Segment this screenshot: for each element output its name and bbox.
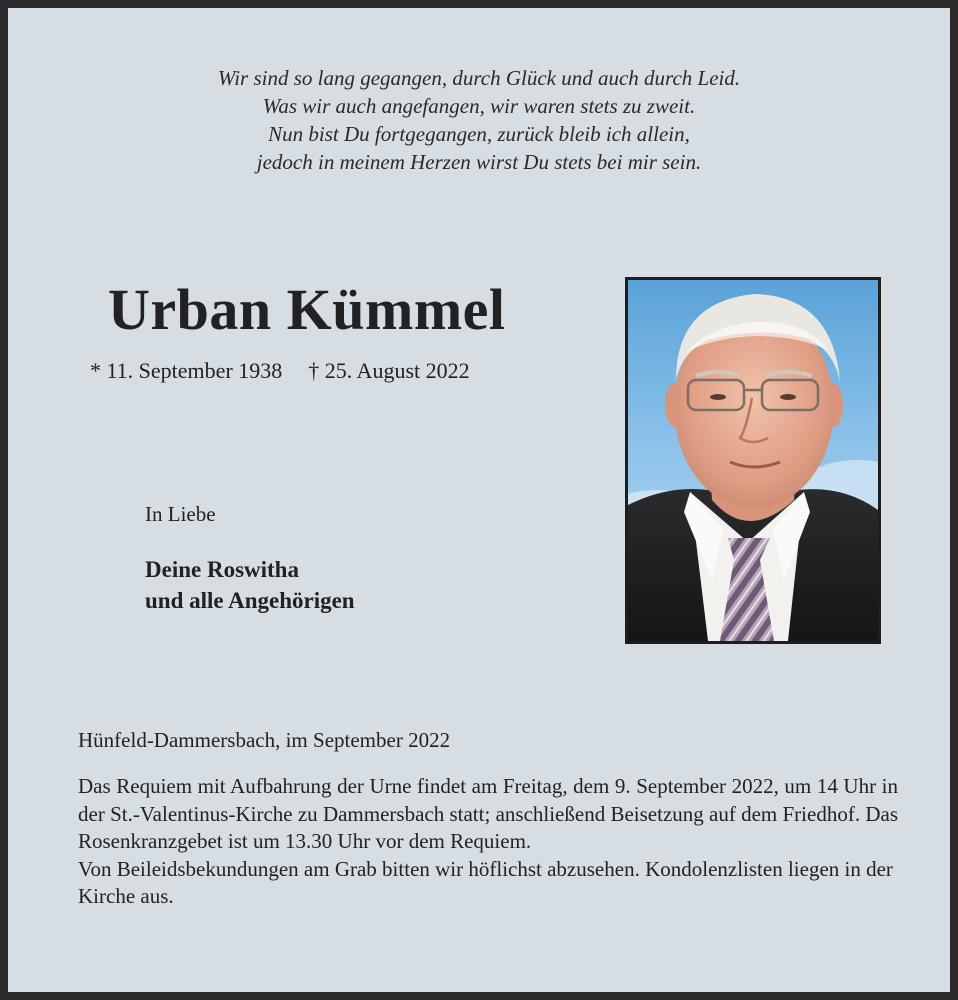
portrait-photo xyxy=(625,277,881,644)
funeral-notice xyxy=(78,773,898,911)
poem-line: jedoch in meinem Herzen wirst Du stets bei mir sein. xyxy=(256,150,702,174)
portrait-image xyxy=(628,280,878,641)
condolence-paragraph: Von Beileidsbekundungen am Grab bitten wir höflichst abzusehen. Kondolenzlisten liegen in der Kirche aus. xyxy=(78,856,893,908)
death-date: † 25. August 2022 xyxy=(308,358,470,383)
place-and-date: Hünfeld-Dammersbach, im September 2022 xyxy=(78,728,451,752)
poem-line: Nun bist Du fortgegangen, zurück bleib ich allein, xyxy=(268,122,690,146)
memorial-poem xyxy=(8,64,950,176)
poem-line: Wir sind so lang gegangen, durch Glück und auch durch Leid. xyxy=(217,66,741,90)
life-dates xyxy=(90,358,470,384)
deceased-name: Urban Kümmel xyxy=(108,277,506,342)
mourners-block xyxy=(145,554,355,616)
mourner-line: Deine Roswitha xyxy=(145,557,299,582)
requiem-paragraph: Das Requiem mit Aufbahrung der Urne findet am Freitag, dem 9. September 2022, um 14 Uhr in der St.-Valentinus-Kirche zu Dammersbach statt; anschließend Beisetzung auf dem Friedhof. Das Rosenkranzgebet ist um 13.30 Uhr vor dem Requiem. xyxy=(78,774,898,853)
mourner-line: und alle Angehörigen xyxy=(145,588,355,613)
poem-line: Was wir auch angefangen, wir waren stets zu zweit. xyxy=(262,94,696,118)
in-love-intro: In Liebe xyxy=(145,502,216,526)
birth-date: * 11. September 1938 xyxy=(90,358,283,383)
